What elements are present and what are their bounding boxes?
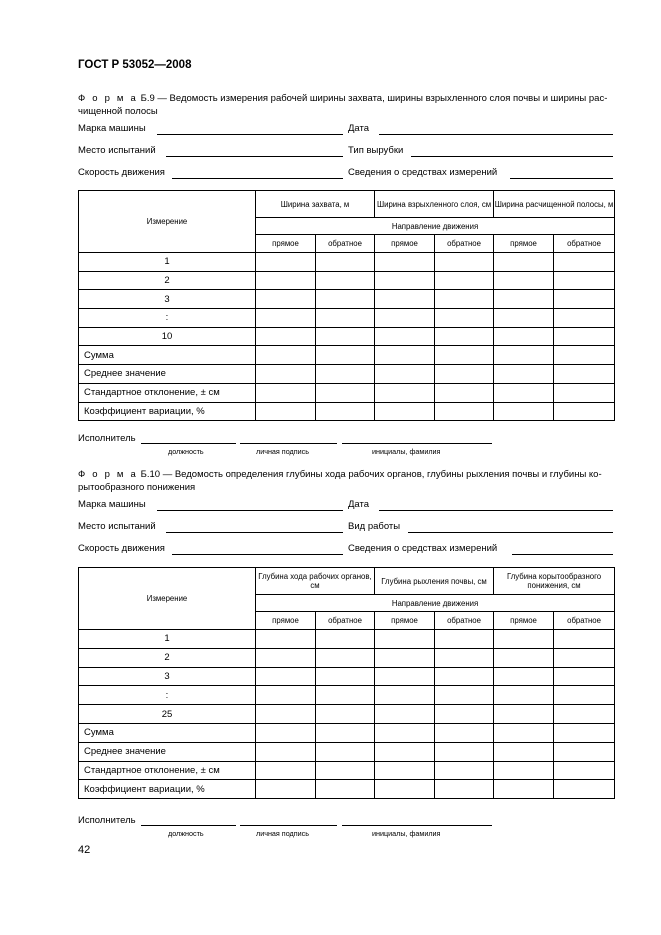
form1-machine-input[interactable] — [157, 134, 343, 135]
row-label: 3 — [79, 667, 256, 686]
page-number: 42 — [78, 844, 91, 856]
table-cell[interactable] — [316, 686, 375, 705]
table-cell[interactable] — [554, 365, 615, 384]
form1-title-text: Б.9 — Ведомость измерения рабочей ширины захвата, ширины взрыхленного слоя почвы и ширины рас- — [140, 93, 608, 104]
form2-executor-label: Исполнитель — [78, 815, 136, 826]
form2-direction-col: обратное — [435, 612, 494, 630]
form2-group-header: Глубина хода рабочих органов, см — [256, 568, 375, 595]
table-cell[interactable] — [256, 309, 316, 328]
table-cell[interactable] — [316, 630, 375, 649]
table-cell[interactable] — [316, 309, 375, 328]
summary-label: Коэффициент вариации, % — [79, 780, 256, 799]
table-cell[interactable] — [554, 723, 615, 742]
form1-executor-label: Исполнитель — [78, 433, 136, 444]
table-row — [79, 705, 615, 724]
table-cell[interactable] — [375, 761, 435, 780]
summary-row — [79, 761, 615, 780]
form1-direction-col: прямое — [256, 235, 316, 253]
form2-direction-col: обратное — [554, 612, 615, 630]
table-cell[interactable] — [494, 648, 554, 667]
form1-group-header: Ширина расчищенной полосы, м — [494, 191, 615, 218]
table-cell[interactable] — [554, 271, 615, 290]
table-cell[interactable] — [554, 705, 615, 724]
table-row — [79, 327, 615, 346]
summary-row — [79, 402, 615, 421]
form1-group-header: Ширина захвата, м — [256, 191, 375, 218]
table-cell[interactable] — [256, 383, 316, 402]
table-cell[interactable] — [554, 742, 615, 761]
table-cell[interactable] — [494, 630, 554, 649]
form1-speed-input[interactable] — [172, 178, 343, 179]
table-cell[interactable] — [375, 327, 435, 346]
table-cell[interactable] — [375, 723, 435, 742]
form2-place-label: Место испытаний — [78, 521, 156, 532]
form1-speed-label: Скорость движения — [78, 167, 165, 178]
form2-worktype-input[interactable] — [408, 532, 613, 533]
table-cell[interactable] — [316, 402, 375, 421]
table-cell[interactable] — [316, 648, 375, 667]
form2-title-label: Ф о р м а — [78, 469, 138, 480]
form1-machine-label: Марка машины — [78, 123, 146, 134]
table-cell[interactable] — [375, 686, 435, 705]
table-cell[interactable] — [256, 365, 316, 384]
document-id: ГОСТ Р 53052—2008 — [78, 59, 192, 71]
table-cell[interactable] — [256, 327, 316, 346]
table-cell[interactable] — [375, 705, 435, 724]
table-row — [79, 648, 615, 667]
table-cell[interactable] — [375, 630, 435, 649]
form2-table — [78, 567, 615, 799]
table-cell[interactable] — [435, 346, 494, 365]
table-cell[interactable] — [375, 271, 435, 290]
table-cell[interactable] — [554, 309, 615, 328]
table-cell[interactable] — [375, 780, 435, 799]
form2-date-label: Дата — [348, 499, 370, 510]
table-cell[interactable] — [316, 667, 375, 686]
form1-type-input[interactable] — [411, 156, 613, 157]
row-label: 2 — [79, 648, 256, 667]
table-cell[interactable] — [256, 402, 316, 421]
table-cell[interactable] — [316, 346, 375, 365]
summary-label: Стандартное отклонение, ± см — [79, 383, 256, 402]
table-cell[interactable] — [256, 780, 316, 799]
table-cell[interactable] — [554, 630, 615, 649]
form2-worktype-label: Вид работы — [348, 521, 401, 532]
form1-direction-col: прямое — [375, 235, 435, 253]
table-cell[interactable] — [554, 402, 615, 421]
form1-group-header: Ширина взрыхленного слоя, см — [375, 191, 494, 218]
summary-label: Сумма — [79, 346, 256, 365]
table-cell[interactable] — [316, 383, 375, 402]
summary-row — [79, 346, 615, 365]
form2-instruments-input[interactable] — [512, 554, 613, 555]
table-cell[interactable] — [435, 327, 494, 346]
form2-title-line2: рытообразного понижения — [78, 482, 196, 493]
row-label: : — [79, 309, 256, 328]
table-cell[interactable] — [554, 346, 615, 365]
table-cell[interactable] — [435, 630, 494, 649]
table-cell[interactable] — [554, 253, 615, 272]
table-cell[interactable] — [375, 290, 435, 309]
table-cell[interactable] — [256, 742, 316, 761]
row-label: 25 — [79, 705, 256, 724]
form1-direction-header: Направление движения — [256, 218, 615, 235]
table-cell[interactable] — [256, 290, 316, 309]
form2-instruments-label: Сведения о средствах измерений — [348, 543, 498, 554]
table-cell[interactable] — [316, 290, 375, 309]
table-cell[interactable] — [375, 365, 435, 384]
form2-group-header: Глубина рыхления почвы, см — [375, 568, 494, 595]
summary-label: Среднее значение — [79, 742, 256, 761]
form2-initials-caption: инициалы, фамилия — [372, 829, 441, 838]
table-cell[interactable] — [435, 742, 494, 761]
summary-label: Среднее значение — [79, 365, 256, 384]
table-cell[interactable] — [494, 290, 554, 309]
table-cell[interactable] — [256, 253, 316, 272]
row-label: 1 — [79, 253, 256, 272]
table-cell[interactable] — [494, 402, 554, 421]
form1-signature-caption: личная подпись — [256, 447, 309, 456]
table-cell[interactable] — [316, 705, 375, 724]
table-cell[interactable] — [494, 780, 554, 799]
form1-initials-input[interactable] — [342, 443, 492, 444]
table-row — [79, 253, 615, 272]
table-cell[interactable] — [256, 705, 316, 724]
form2-direction-col: прямое — [375, 612, 435, 630]
table-cell[interactable] — [375, 309, 435, 328]
table-cell[interactable] — [316, 327, 375, 346]
summary-row — [79, 365, 615, 384]
table-cell[interactable] — [554, 290, 615, 309]
form2-position-input[interactable] — [141, 825, 236, 826]
form2-machine-input[interactable] — [157, 510, 343, 511]
form1-position-caption: должность — [168, 447, 204, 456]
form2-direction-header: Направление движения — [256, 595, 615, 612]
form2-speed-label: Скорость движения — [78, 543, 165, 554]
table-cell[interactable] — [256, 761, 316, 780]
form1-measurement-header: Измерение — [79, 191, 256, 253]
table-cell[interactable] — [435, 648, 494, 667]
form2-speed-input[interactable] — [172, 554, 343, 555]
table-cell[interactable] — [375, 253, 435, 272]
form1-title-label: Ф о р м а — [78, 93, 138, 104]
table-cell[interactable] — [494, 365, 554, 384]
form2-signature-input[interactable] — [240, 825, 337, 826]
form1-direction-col: прямое — [494, 235, 554, 253]
table-cell[interactable] — [554, 761, 615, 780]
table-cell[interactable] — [435, 383, 494, 402]
form2-initials-input[interactable] — [342, 825, 492, 826]
form2-measurement-header: Измерение — [79, 568, 256, 630]
table-cell[interactable] — [375, 742, 435, 761]
form2-group-header: Глубина корытообразного понижения, см — [494, 568, 615, 595]
table-row — [79, 667, 615, 686]
table-cell[interactable] — [435, 365, 494, 384]
table-cell[interactable] — [375, 383, 435, 402]
table-cell[interactable] — [494, 686, 554, 705]
form1-date-label: Дата — [348, 123, 370, 134]
table-cell[interactable] — [494, 723, 554, 742]
table-cell[interactable] — [375, 648, 435, 667]
form2-direction-col: обратное — [316, 612, 375, 630]
table-cell[interactable] — [435, 309, 494, 328]
table-cell[interactable] — [256, 630, 316, 649]
table-row — [79, 271, 615, 290]
table-cell[interactable] — [435, 705, 494, 724]
form1-title-line2: чищенной полосы — [78, 106, 158, 117]
table-cell[interactable] — [554, 327, 615, 346]
table-cell[interactable] — [435, 271, 494, 290]
table-cell[interactable] — [494, 667, 554, 686]
table-cell[interactable] — [316, 742, 375, 761]
summary-row — [79, 780, 615, 799]
table-cell[interactable] — [554, 383, 615, 402]
form2-machine-label: Марка машины — [78, 499, 146, 510]
form1-position-input[interactable] — [141, 443, 236, 444]
table-cell[interactable] — [435, 290, 494, 309]
form1-place-label: Место испытаний — [78, 145, 156, 156]
table-cell[interactable] — [494, 705, 554, 724]
form2-title-text: Б.10 — Ведомость определения глубины хода рабочих органов, глубины рыхления почвы и глубины ко- — [140, 469, 602, 480]
form1-direction-col: обратное — [435, 235, 494, 253]
form1-instruments-input[interactable] — [510, 178, 613, 179]
form2-date-input[interactable] — [379, 510, 613, 511]
form1-direction-col: обратное — [554, 235, 615, 253]
table-row — [79, 686, 615, 705]
form1-direction-col: обратное — [316, 235, 375, 253]
form1-instruments-label: Сведения о средствах измерений — [348, 167, 498, 178]
table-cell[interactable] — [435, 253, 494, 272]
table-cell[interactable] — [435, 686, 494, 705]
form2-place-input[interactable] — [166, 532, 343, 533]
table-cell[interactable] — [256, 648, 316, 667]
summary-label: Сумма — [79, 723, 256, 742]
table-cell[interactable] — [375, 346, 435, 365]
form1-date-input[interactable] — [379, 134, 613, 135]
table-cell[interactable] — [554, 667, 615, 686]
table-cell[interactable] — [494, 742, 554, 761]
form2-signature-caption: личная подпись — [256, 829, 309, 838]
table-cell[interactable] — [494, 327, 554, 346]
table-cell[interactable] — [375, 667, 435, 686]
table-cell[interactable] — [256, 667, 316, 686]
table-cell[interactable] — [435, 723, 494, 742]
table-cell[interactable] — [494, 271, 554, 290]
table-cell[interactable] — [316, 761, 375, 780]
table-cell[interactable] — [554, 780, 615, 799]
table-cell[interactable] — [554, 648, 615, 667]
table-cell[interactable] — [316, 780, 375, 799]
table-cell[interactable] — [256, 271, 316, 290]
form2-position-caption: должность — [168, 829, 204, 838]
form2-direction-col: прямое — [494, 612, 554, 630]
table-cell[interactable] — [316, 365, 375, 384]
table-cell[interactable] — [316, 271, 375, 290]
form1-place-input[interactable] — [166, 156, 343, 157]
form1-initials-caption: инициалы, фамилия — [372, 447, 441, 456]
table-cell[interactable] — [256, 346, 316, 365]
table-cell[interactable] — [435, 402, 494, 421]
summary-row — [79, 742, 615, 761]
table-row — [79, 309, 615, 328]
table-cell[interactable] — [316, 723, 375, 742]
summary-label: Коэффициент вариации, % — [79, 402, 256, 421]
table-cell[interactable] — [494, 346, 554, 365]
row-label: 2 — [79, 271, 256, 290]
row-label: 1 — [79, 630, 256, 649]
table-cell[interactable] — [375, 402, 435, 421]
table-cell[interactable] — [494, 383, 554, 402]
table-cell[interactable] — [256, 686, 316, 705]
form1-title — [78, 92, 616, 118]
table-cell[interactable] — [435, 780, 494, 799]
form1-type-label: Тип вырубки — [348, 145, 404, 156]
row-label: 3 — [79, 290, 256, 309]
table-cell[interactable] — [435, 667, 494, 686]
form2-direction-col: прямое — [256, 612, 316, 630]
table-cell[interactable] — [554, 686, 615, 705]
summary-row — [79, 723, 615, 742]
table-row — [79, 630, 615, 649]
row-label: : — [79, 686, 256, 705]
form2-title — [78, 468, 616, 494]
table-cell[interactable] — [494, 253, 554, 272]
table-cell[interactable] — [494, 761, 554, 780]
summary-row — [79, 383, 615, 402]
table-cell[interactable] — [316, 253, 375, 272]
table-cell[interactable] — [435, 761, 494, 780]
row-label: 10 — [79, 327, 256, 346]
form1-table — [78, 190, 615, 421]
table-cell[interactable] — [494, 309, 554, 328]
summary-label: Стандартное отклонение, ± см — [79, 761, 256, 780]
table-row — [79, 290, 615, 309]
form1-signature-input[interactable] — [240, 443, 337, 444]
table-cell[interactable] — [256, 723, 316, 742]
